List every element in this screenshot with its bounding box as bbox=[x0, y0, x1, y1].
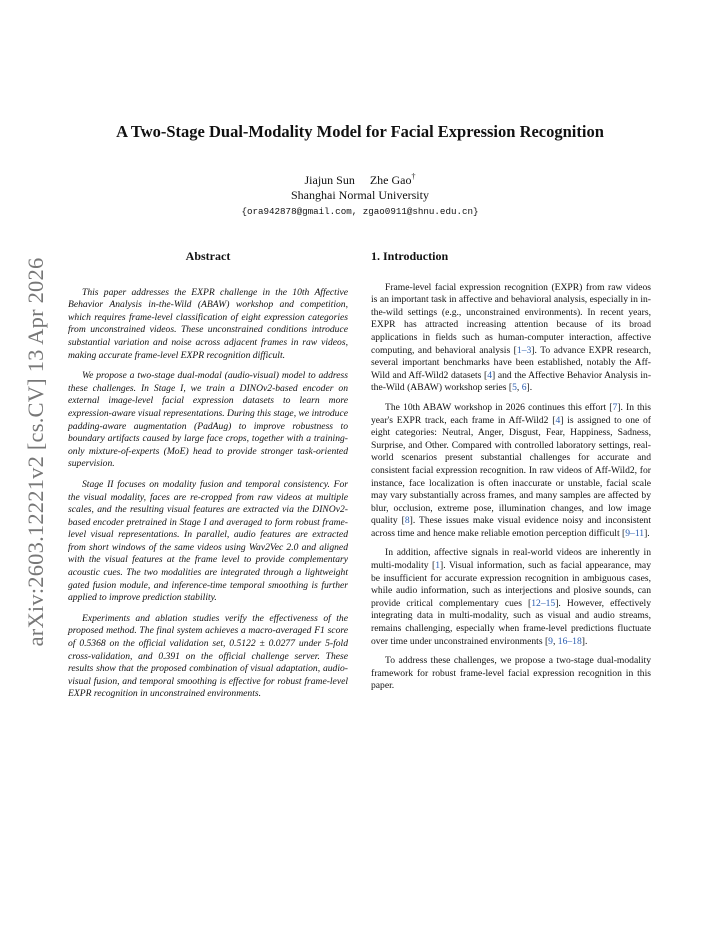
citation-link[interactable]: 9 bbox=[548, 635, 553, 647]
author-list bbox=[0, 172, 720, 188]
citation-link[interactable]: 7 bbox=[612, 401, 618, 413]
author bbox=[370, 173, 416, 187]
citation-link[interactable]: 16–18 bbox=[557, 635, 582, 647]
author-name: Jiajun Sun bbox=[304, 173, 355, 187]
citation-link[interactable]: 9–11 bbox=[625, 527, 645, 539]
abstract-paragraph: We propose a two-stage dual-modal (audio-visual) model to address these challenges. In Stage I, we train a DINOv2-based encoder on external image-level facial expression datasets to learn more expression-aware visual representations. During this stage, we introduce padding-aware augmentation (PadAug) to improve robustness to boundary artifacts caused by large face crops, together with a training-only mixture-of-experts (MoE) head to provide stronger task-oriented supervision. bbox=[68, 370, 348, 470]
citation-link[interactable]: 8 bbox=[404, 515, 410, 527]
author-emails: {ora942878@gmail.com, zgao0911@shnu.edu.cn} bbox=[241, 206, 479, 217]
introduction-paragraph: In addition, affective signals in real-world videos are inherently in multi-modality [1]. Visual information, such as facial appearance, may be insufficient for accurate expression recognition in ambiguous cases, while audio information, such as interjections and plosive sounds, can provide critical complementary cues [12–15]. However, effectively integrating data in multi-modality, such as visual and audio streams, remains challenging, especially when frame-level predictions fluctuate over time under unconstrained environments [9, 16–18]. bbox=[371, 547, 651, 647]
introduction-heading: 1. Introduction bbox=[371, 249, 449, 263]
citation-link[interactable]: 1 bbox=[435, 560, 441, 572]
paper-title: A Two-Stage Dual-Modality Model for Facial Expression Recognition bbox=[116, 122, 604, 141]
author bbox=[305, 173, 355, 187]
citation-link[interactable]: 6 bbox=[521, 382, 527, 394]
abstract-paragraph: Stage II focuses on modality fusion and temporal consistency. For the visual modality, faces are re-cropped from raw videos at multiple scales, and the resulting visual features are extracted via the DINOv2-based encoder pretrained in Stage I and averaged to form robust frame-level visual representations. In parallel, audio features are extracted from short windows of the same videos using Wav2Vec 2.0 and aligned with the visual features at the frame level to provide complementary acoustic cues. The two modalities are integrated through a lightweight gated fusion module, and inference-time temporal smoothing is further applied to improve prediction stability. bbox=[68, 478, 348, 604]
abstract-paragraph: Experiments and ablation studies verify the effectiveness of the proposed method. The final system achieves a macro-averaged F1 score of 0.5368 on the official validation set, 0.5122 ± 0.0277 under 5-fold cross-validation, and 0.391 on the official challenge server. These results show that the proposed combination of visual adaptation, audio-visual fusion, and temporal smoothing is effective for robust frame-level EXPR recognition in unconstrained environments. bbox=[68, 612, 348, 700]
citation-link[interactable]: 5 bbox=[512, 382, 517, 394]
author-name: Zhe Gao bbox=[369, 173, 412, 187]
arxiv-identifier: arXiv:2603.12221v2 [cs.CV] 13 Apr 2026 bbox=[23, 257, 48, 647]
citation-link[interactable]: 1–3 bbox=[516, 344, 532, 356]
citation-link[interactable]: 12–15 bbox=[531, 597, 556, 609]
abstract-paragraph: This paper addresses the EXPR challenge in the 10th Affective Behavior Analysis in-the-Wild (ABAW) workshop and competition, which requires frame-level classification of eight expression categories from unconstrained videos. These unconstrained conditions introduce substantial variation and noise across adjacent frames in raw videos, making accurate frame-level EXPR recognition difficult. bbox=[68, 286, 348, 361]
introduction-paragraph: Frame-level facial expression recognition (EXPR) from raw videos is an important task in affective and behavioral analysis, especially in in-the-wild settings (e.g., unconstrained environments). In recent years, EXPR has attracted increasing attention because of its broad applications in fields such as human-computer interaction, affective computing, and behavioral analysis [1–3]. To advance EXPR research, several important benchmarks have been established, notably the Aff-Wild and Aff-Wild2 datasets [4] and the Affective Behavior Analysis in-the-Wild (ABAW) workshop series [5, 6]. bbox=[371, 281, 652, 394]
citation-link[interactable]: 4 bbox=[487, 369, 492, 381]
introduction-section bbox=[371, 250, 651, 700]
author-mark: † bbox=[411, 172, 416, 181]
citation-link[interactable]: 4 bbox=[555, 414, 561, 426]
introduction-paragraph: To address these challenges, we propose a two-stage dual-modality framework for robust frame-level facial expression recognition in this paper. bbox=[371, 655, 651, 692]
introduction-paragraph: The 10th ABAW workshop in 2026 continues this effort [7]. In this year's EXPR track, each frame in Aff-Wild2 [4] is assigned to one of eight categories: Neutral, Anger, Disgust, Fear, Happiness, Sadness, Surprise, and Other. Compared with controlled laboratory settings, real-world scenarios present substantial challenges for accurate and consistent facial expression recognition. In raw videos of Aff-Wild2, for instance, face localization is often inaccurate or unstable, facial scale may vary substantially across frames, and many samples are affected by blur, occlusion, extreme pose, illumination changes, and low image quality [8]. These issues make visual evidence noisy and inconsistent across time and hence make reliable emotion perception difficult [9–11]. bbox=[371, 401, 652, 539]
abstract-section bbox=[68, 250, 348, 709]
introduction-body bbox=[371, 282, 651, 693]
affiliation: Shanghai Normal University bbox=[291, 188, 429, 202]
abstract-heading: Abstract bbox=[185, 249, 231, 263]
